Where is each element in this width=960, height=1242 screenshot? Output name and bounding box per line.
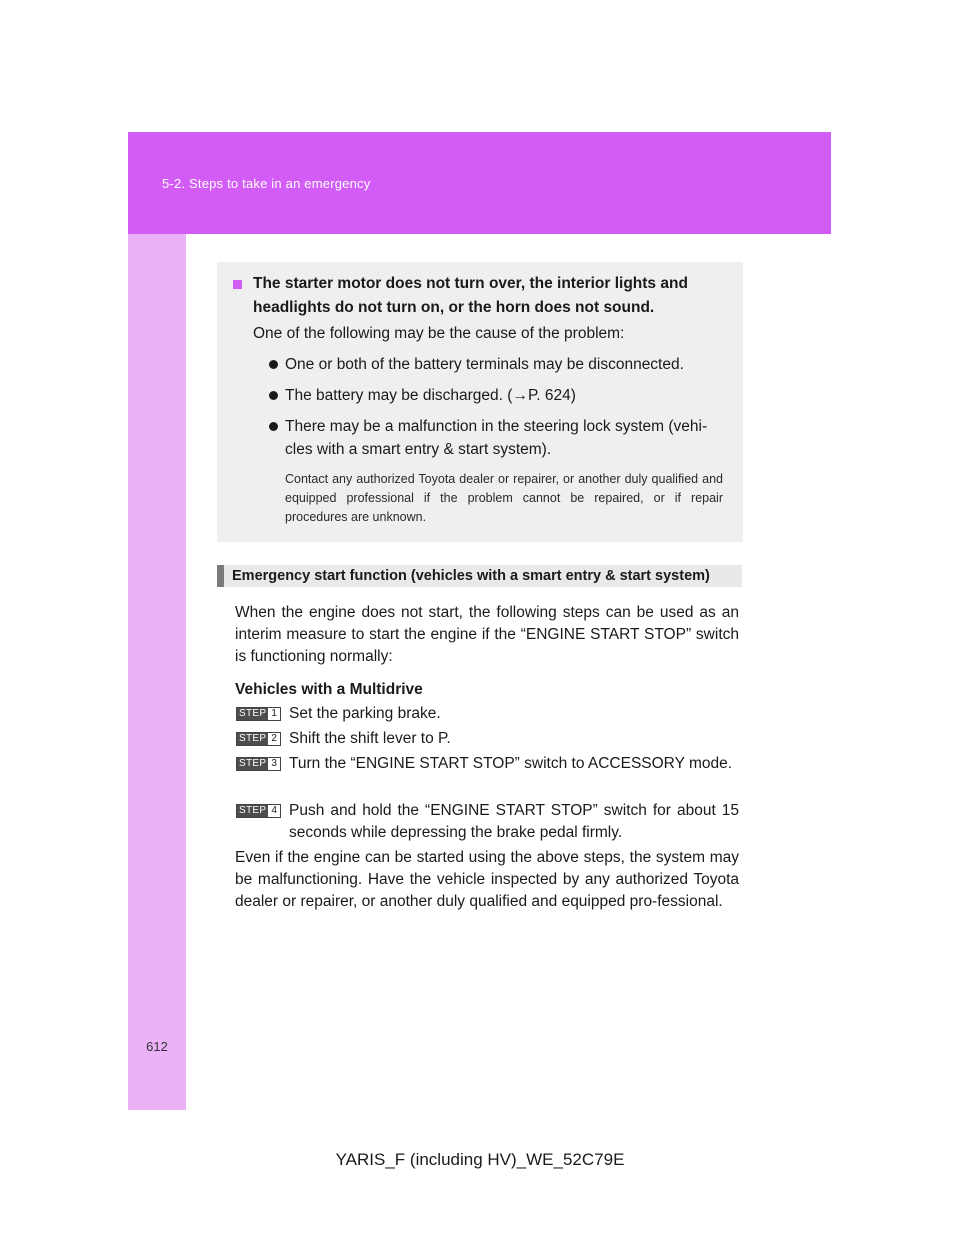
list-item-text: The battery may be discharged. (→P. 624)	[285, 387, 576, 404]
step-number: 4	[268, 805, 280, 817]
step-text: Push and hold the “ENGINE START STOP” switch for about 15 seconds while depressing the brake pedal firmly.	[289, 802, 739, 841]
step-item	[236, 800, 739, 844]
info-note: Contact any authorized Toyota dealer or repairer, or another duly qualified and equipped professional if the problem cannot be repaired, or if repair procedures are unknown.	[285, 472, 723, 524]
step-text: Set the parking brake.	[289, 705, 441, 722]
step-word: STEP	[239, 758, 267, 769]
step-badge	[236, 804, 281, 818]
page-number: 612	[146, 1039, 168, 1054]
step-number: 1	[268, 708, 280, 720]
bullet-dot-icon	[269, 391, 278, 400]
info-intro: One of the following may be the cause of the problem:	[253, 325, 625, 342]
section-title: Emergency start function (vehicles with a smart entry & start system)	[217, 565, 742, 587]
info-box	[217, 262, 743, 542]
info-heading-text: The starter motor does not turn over, the interior lights and headlights do not turn on, or the horn does not sound.	[253, 275, 688, 316]
step-text: Shift the shift lever to P.	[289, 730, 451, 747]
step-word: STEP	[239, 805, 267, 816]
step-badge	[236, 757, 281, 771]
square-bullet-icon	[233, 280, 242, 289]
list-item	[269, 353, 723, 376]
side-strip	[128, 234, 186, 1110]
step-word: STEP	[239, 733, 267, 744]
list-item	[269, 384, 723, 407]
section-breadcrumb: 5-2. Steps to take in an emergency	[162, 176, 371, 191]
step-item	[236, 728, 739, 750]
closing-paragraph: Even if the engine can be started using the above steps, the system may be malfunctioning. Have the vehicle inspected by any authorized Toyota dealer or repairer, or another duly qualified and equipped pro-fessional.	[235, 849, 739, 910]
step-badge	[236, 732, 281, 746]
bullet-dot-icon	[269, 360, 278, 369]
step-item	[236, 703, 739, 725]
section-intro: When the engine does not start, the following steps can be used as an interim measure to start the engine if the “ENGINE START STOP” switch is functioning normally:	[235, 604, 739, 665]
step-text: Turn the “ENGINE START STOP” switch to ACCESSORY mode.	[289, 755, 733, 772]
list-item-text: There may be a malfunction in the steering lock system (vehi-cles with a smart entry & start system).	[285, 418, 708, 458]
step-badge	[236, 707, 281, 721]
list-item	[269, 415, 723, 461]
footer-model-code: YARIS_F (including HV)_WE_52C79E	[335, 1150, 625, 1169]
bullet-dot-icon	[269, 422, 278, 431]
section-subheading: Vehicles with a Multidrive	[235, 681, 423, 698]
step-item	[236, 753, 739, 775]
list-item-text: One or both of the battery terminals may be disconnected.	[285, 356, 684, 373]
info-heading	[231, 272, 723, 320]
step-number: 3	[268, 758, 280, 770]
step-number: 2	[268, 733, 280, 745]
step-word: STEP	[239, 708, 267, 719]
